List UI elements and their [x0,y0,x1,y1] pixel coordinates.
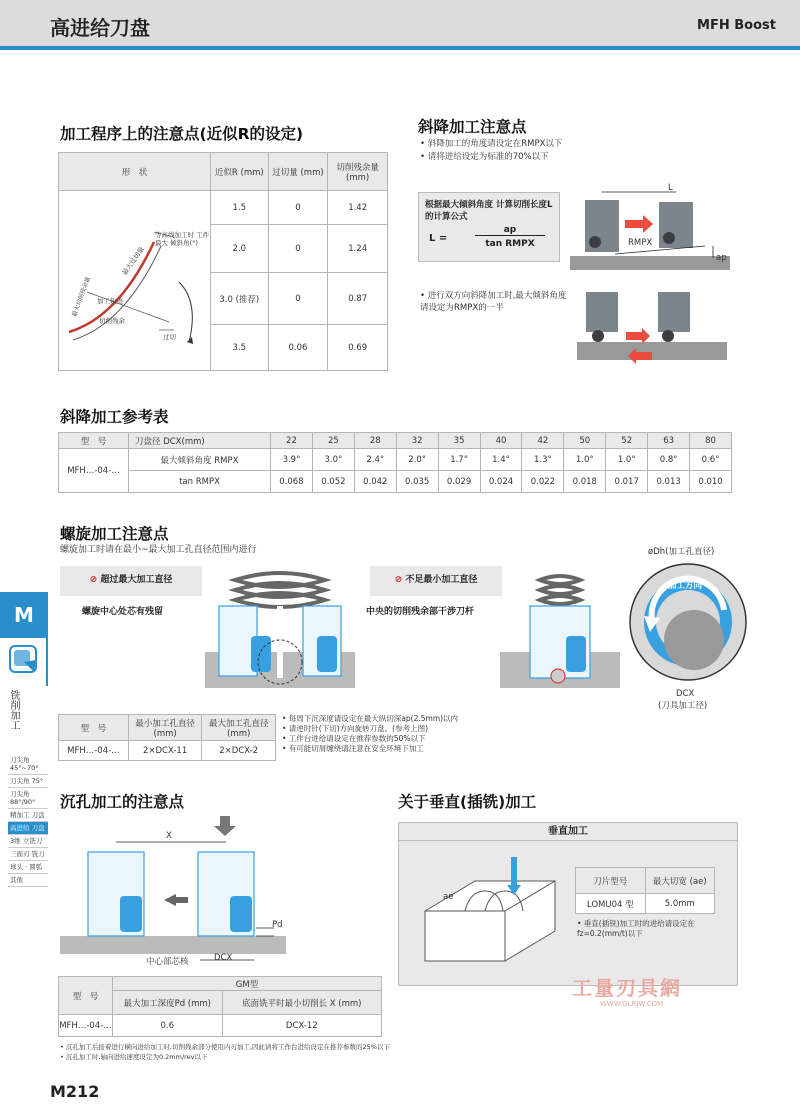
watermark-url: WWW.GLRJW.COM [600,1000,664,1008]
circle-label-dcx-sub: (刀具加工径) [658,701,708,711]
header-accent-bar [0,46,800,50]
shape-diagram-cell [59,191,211,371]
row-label-tan: tan RMPX [129,471,271,493]
col-max-width: 最大切宽 (ae) [645,868,714,894]
cell-overcut: 0.06 [268,325,328,371]
counterbore-notes [60,1042,580,1062]
sidebar-vertical-label: 铣削加工 [8,690,19,730]
rmpx-value: 3.9° [271,449,313,471]
approx-r-table [58,152,388,371]
sidebar-item[interactable]: 球头 · 圆弧 [8,861,48,874]
col-group-gm: GM型 [112,977,381,991]
plunge-diagram [415,851,565,977]
section-title-plunge: 关于垂直(插铣)加工 [398,793,537,811]
helical-note: • 有可能切屑缠绕请注意在安全环境下加工 [282,744,424,753]
ramping-diagram [565,180,735,280]
tan-value: 0.010 [690,471,732,493]
rmpx-value: 1.3° [522,449,564,471]
diagram-label-residual: 切削残余 [99,317,125,325]
ramping-note-1: • 斜降加工的角度请设定在RMPX以下 [420,139,563,149]
dcx-value: 40 [480,433,522,449]
page-header [0,0,800,50]
watermark-text: 工量刃具網 [572,976,682,1000]
label-l: L [668,183,673,193]
label-x: X [166,831,172,841]
warning-box-min [370,566,502,596]
cell-r: 3.0 (推荐) [210,273,268,325]
helical-notes [282,714,622,754]
sidebar [0,592,48,686]
tan-value: 0.017 [606,471,648,493]
sidebar-item-active[interactable]: 高进给 刀盘 [8,822,48,835]
rmpx-value: 1.7° [438,449,480,471]
rmpx-value: 0.6° [690,449,732,471]
rmpx-value: 3.0° [312,449,354,471]
model-cell: MFH…-04-… [59,449,129,493]
sidebar-item[interactable]: 三面刃 铣刀 [8,848,48,861]
cell-residual: 1.24 [328,225,388,273]
rmpx-value: 0.8° [648,449,690,471]
label-rmpx: RMPX [628,238,653,248]
page-title: 高进给刀盘 [50,16,150,40]
section-title-counterbore: 沉孔加工的注意点 [60,793,185,811]
counterbore-note: • 沉孔加工时,轴向进给速度设定为0.2mm/rev以下 [60,1053,208,1061]
page-number: M212 [50,1082,100,1101]
col-insert: 刀片型号 [576,868,646,894]
plunge-panel [398,822,738,986]
dcx-value: 22 [271,433,313,449]
sidebar-letter[interactable]: M [0,592,48,638]
tan-value: 0.024 [480,471,522,493]
helical-under-diagram [500,566,620,690]
sidebar-item[interactable]: 刀尖角 88°/90° [8,788,48,809]
dcx-value: 35 [438,433,480,449]
tan-value: 0.042 [354,471,396,493]
rmpx-value: 2.0° [396,449,438,471]
ramp-reference-table [58,432,732,493]
col-max-hole: 最大加工孔直径 (mm) [202,715,276,741]
col-overcut: 过切量 (mm) [268,153,328,191]
tan-value: 0.052 [312,471,354,493]
rmpx-value: 2.4° [354,449,396,471]
dcx-value: 32 [396,433,438,449]
helical-note: • 工作台进给请设定在推荐参数的50%以下 [282,734,426,743]
caption-min: 中央的切削残余部干涉刀杆 [366,607,475,617]
helical-note: • 每周下沉深度请设定在最大纵切深ap(2.5mm)以内 [282,714,459,723]
dcx-value: 28 [354,433,396,449]
rmpx-value: 1.0° [564,449,606,471]
col-type: 型 号 [59,715,129,741]
tan-value: 0.022 [522,471,564,493]
sidebar-nav [8,754,48,887]
circle-label-direction: 加工方向 [668,581,703,591]
diagram-label-overcut: 过切 [163,333,176,341]
rmpx-value: 1.0° [606,449,648,471]
tan-value: 0.035 [396,471,438,493]
helical-hole-diagram [628,560,748,686]
cell-max-width: 5.0mm [645,894,714,914]
cell-r: 3.5 [210,325,268,371]
caption-max: 螺旋中心处芯有残留 [82,607,164,617]
col-approx-r: 近似R (mm) [210,153,268,191]
col-residual: 切削残余量 (mm) [328,153,388,191]
cell-residual: 1.42 [328,191,388,225]
helical-note: • 请逆时针(下切)方向旋转刀盘。(参考上图) [282,724,429,733]
diagram-label-path: 加工轨迹 [97,297,123,305]
circle-label-dh: øDh(加工孔直径) [648,547,715,557]
col-shape: 形 状 [59,153,211,191]
sidebar-item[interactable]: 其他 [8,874,48,887]
tan-value: 0.068 [271,471,313,493]
formula-title: 根据最大倾斜角度 计算切削长度L的计算公式 [425,200,553,222]
cell-max-depth: 0.6 [112,1015,222,1037]
cell-overcut: 0 [268,225,328,273]
counterbore-diagram [60,812,286,966]
formula-numerator: ap [475,225,545,236]
sidebar-item[interactable]: 刀尖角 75° [8,775,48,788]
cell-model: MFH…-04-… [59,1015,113,1037]
tan-value: 0.018 [564,471,606,493]
ramping-note-2: • 请将进给设定为标准的70%以下 [420,152,549,162]
warning-min-text: 不足最小加工直径 [405,575,478,585]
section-title-ramping: 斜降加工注意点 [418,118,527,136]
rmpx-value: 1.4° [480,449,522,471]
formula-lhs: L = [429,233,448,244]
warning-max-text: 超过最大加工直径 [100,575,173,585]
helical-table [58,714,276,761]
col-max-depth: 最大加工深度Pd (mm) [112,991,222,1015]
section-title-ramp-table: 斜降加工参考表 [60,408,169,426]
cell-r: 1.5 [210,191,268,225]
sidebar-item[interactable]: 刀尖角 45°~70° [8,754,48,775]
bi-ramping-diagram [572,286,732,366]
sidebar-item[interactable]: 3维 立铣刀 [8,835,48,848]
sidebar-item[interactable]: 精加工 刀盘 [8,809,48,822]
cell-insert: LOMU04 型 [576,894,646,914]
cell-min-length: DCX-12 [222,1015,381,1037]
col-type: 型 号 [59,433,129,449]
cell-model: MFH…-04-… [59,741,129,761]
section-title-approx-r: 加工程序上的注意点(近似R的设定) [60,125,304,143]
cell-r: 2.0 [210,225,268,273]
plunge-panel-title: 垂直加工 [399,823,737,841]
cell-overcut: 0 [268,273,328,325]
label-core: 中心部芯核 [146,957,189,967]
diagram-label-overcut-r: 最大过切量 [120,245,146,277]
cell-max-hole: 2×DCX-2 [202,741,276,761]
dcx-value: 42 [522,433,564,449]
warning-box-max [60,566,202,596]
section-title-helical: 螺旋加工注意点 [60,525,169,543]
diagram-label-residual-max: 最大切削残余量 [71,275,93,318]
cell-min-hole: 2×DCX-11 [128,741,202,761]
tan-value: 0.013 [648,471,690,493]
brand-label: MFH Boost [697,18,776,33]
helical-over-diagram [205,566,355,690]
ramping-note-3: • 进行双方向斜降加工时,最大倾斜角度请设定为RMPX的一半 [420,291,567,313]
prohibit-icon: ⊘ [394,575,403,585]
col-min-hole: 最小加工孔直径 (mm) [128,715,202,741]
cell-residual: 0.69 [328,325,388,371]
dcx-value: 50 [564,433,606,449]
col-min-length: 底面铣平时最小切削长 X (mm) [222,991,381,1015]
formula-denominator: tan RMPX [485,239,535,249]
row-label-rmpx: 最大倾斜角度 RMPX [129,449,271,471]
cell-overcut: 0 [268,191,328,225]
counterbore-table [58,976,382,1037]
circle-label-dcx: DCX [676,689,695,699]
col-dcx: 刀盘径 DCX(mm) [129,433,271,449]
dcx-value: 25 [312,433,354,449]
plunge-note: • 垂直(插铣)加工时的进给请设定在 fz=0.2(mm/t)以下 [577,919,695,938]
dcx-value: 63 [648,433,690,449]
helical-subtitle: 螺旋加工时请在最小~最大加工孔直径范围内进行 [60,545,257,555]
milling-icon [0,638,48,686]
prohibit-icon: ⊘ [89,575,98,585]
diagram-label-angle: 等高线加工时 工件最大 倾斜角(°) [155,231,210,247]
formula-panel [418,192,560,262]
cell-residual: 0.87 [328,273,388,325]
dcx-value: 52 [606,433,648,449]
label-ae: ae [443,892,454,902]
counterbore-note: • 沉孔加工后接着进行横向进给加工时,切削残余部分使用内刃加工,因此请将工作台进给设定在推荐参数的25%以下 [60,1043,390,1051]
label-dcx: DCX [214,953,233,963]
label-pd: Pd [272,920,283,930]
plunge-table [575,867,715,914]
tan-value: 0.029 [438,471,480,493]
dcx-value: 80 [690,433,732,449]
col-type: 型 号 [59,977,113,1015]
label-ap: ap [716,253,727,263]
